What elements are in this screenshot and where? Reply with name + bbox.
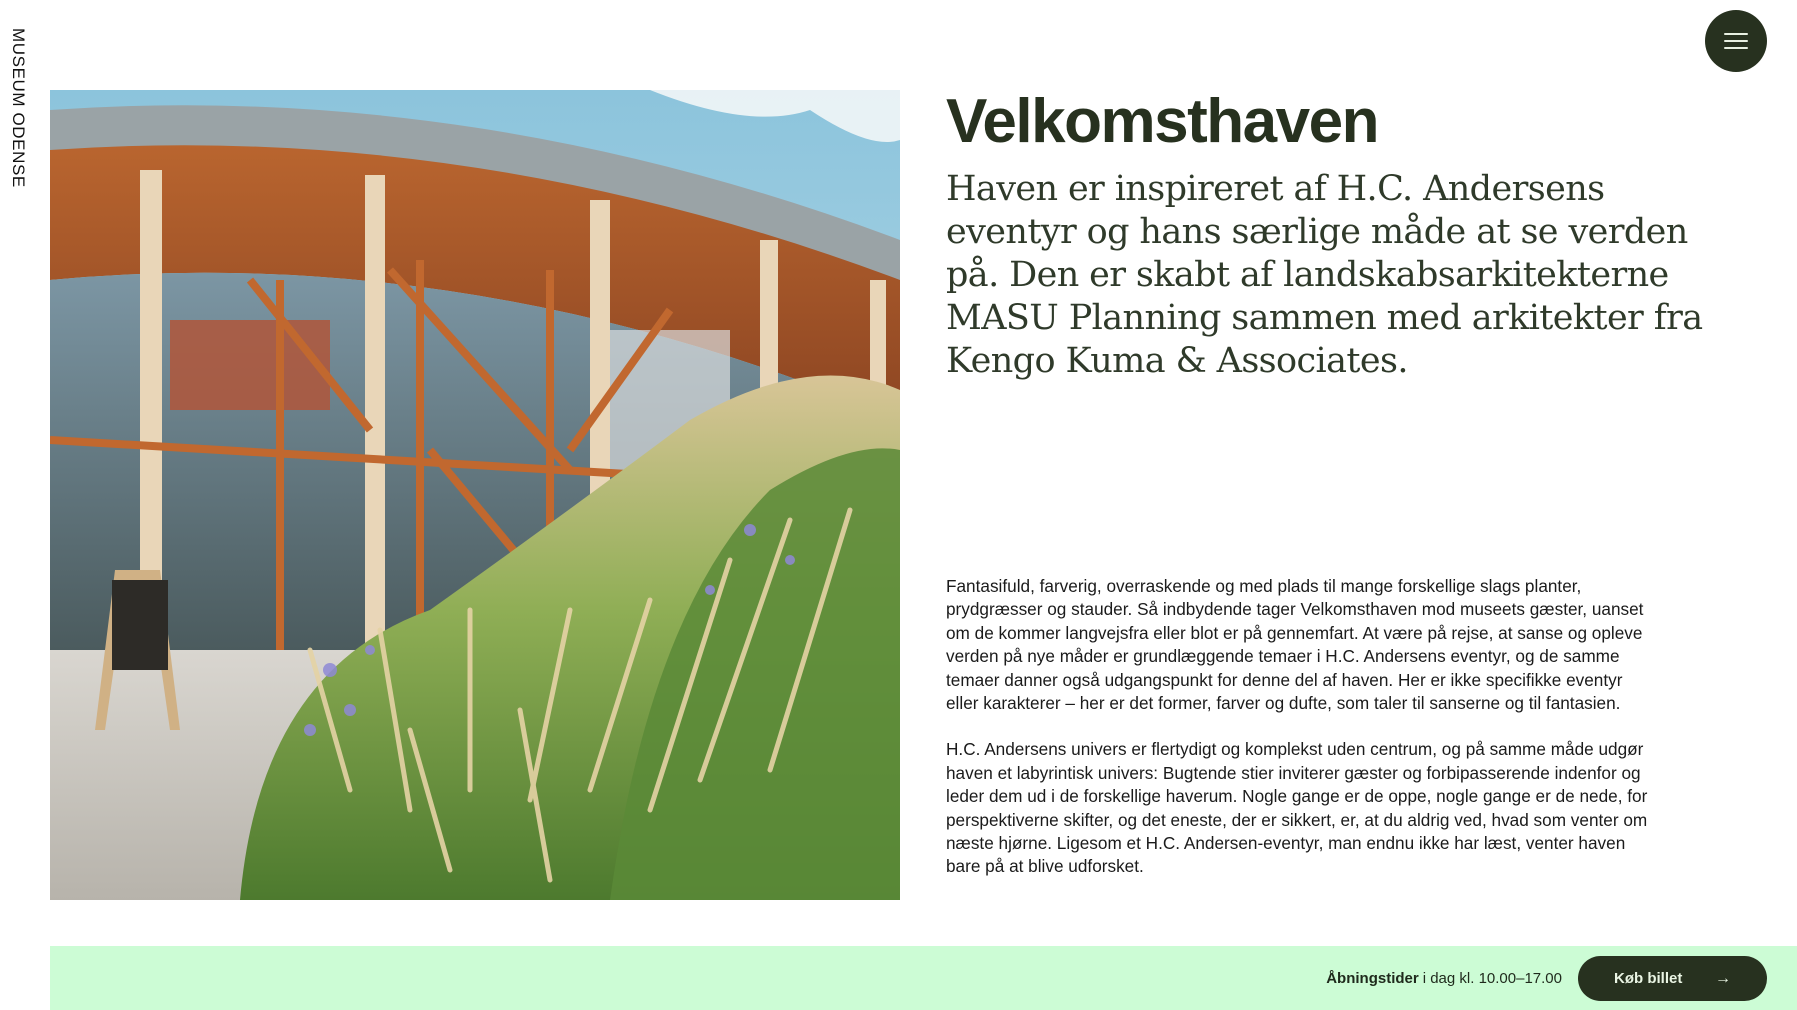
body-text (946, 575, 1656, 879)
lead-paragraph: Haven er inspireret af H.C. Andersens eventyr og hans særlige måde at se verden på. Den er skabt af landskabsarkitekterne MASU Planning sammen med arkitekter fra Kengo Kuma & Associates. (946, 169, 1703, 381)
menu-button[interactable] (1705, 10, 1767, 72)
opening-hours-bar (50, 946, 1797, 1010)
buy-ticket-label: Køb billet (1614, 970, 1683, 987)
body-paragraph-2: H.C. Andersens univers er flertydigt og komplekst uden centrum, og på samme måde udgør haven et labyrintisk univers: Bugtende stier inviterer gæster og forbipasserende indenfor og leder dem ud i de forskellige haverum. Nogle gange er de oppe, nogle gange er de nede, for perspektiverne skifter, og det eneste, der er sikkert, er, at du aldrig ved, hvad som venter om næste hjørne. Ligesom et H.C. Andersen-eventyr, man endnu ikke har læst, venter haven bare på at blive udforsket. (946, 739, 1648, 877)
arrow-right-icon: → (1715, 969, 1731, 987)
garden-pavilion-photo (50, 90, 900, 900)
body-paragraph-1: Fantasifuld, farverig, overraskende og med plads til mange forskellige slags planter, prydgræsser og stauder. Så indbydende tager Velkomsthaven mod museets gæster, uanset om de kommer langvejsfra eller blot er på gennemfart. At være på rejse, at sanse og opleve verden på nye måder er grundlæggende temaer i H.C. Andersens eventyr, og de samme temaer danner også udgangspunkt for denne del af haven. Her er ikke specifikke eventyr eller karakterer – her er det former, farver og dufte, som taler til sanserne og til fantasien. (946, 576, 1644, 714)
opening-hours[interactable] (1326, 946, 1562, 1010)
hamburger-menu-icon (1724, 33, 1748, 49)
brand-logo-text[interactable]: MUSEUM ODENSE (9, 28, 28, 188)
opening-hours-label: Åbningstider (1326, 969, 1419, 987)
page-title: Velkomsthaven (946, 87, 1378, 156)
opening-hours-value: i dag kl. 10.00–17.00 (1422, 969, 1562, 987)
buy-ticket-button[interactable] (1578, 956, 1767, 1001)
